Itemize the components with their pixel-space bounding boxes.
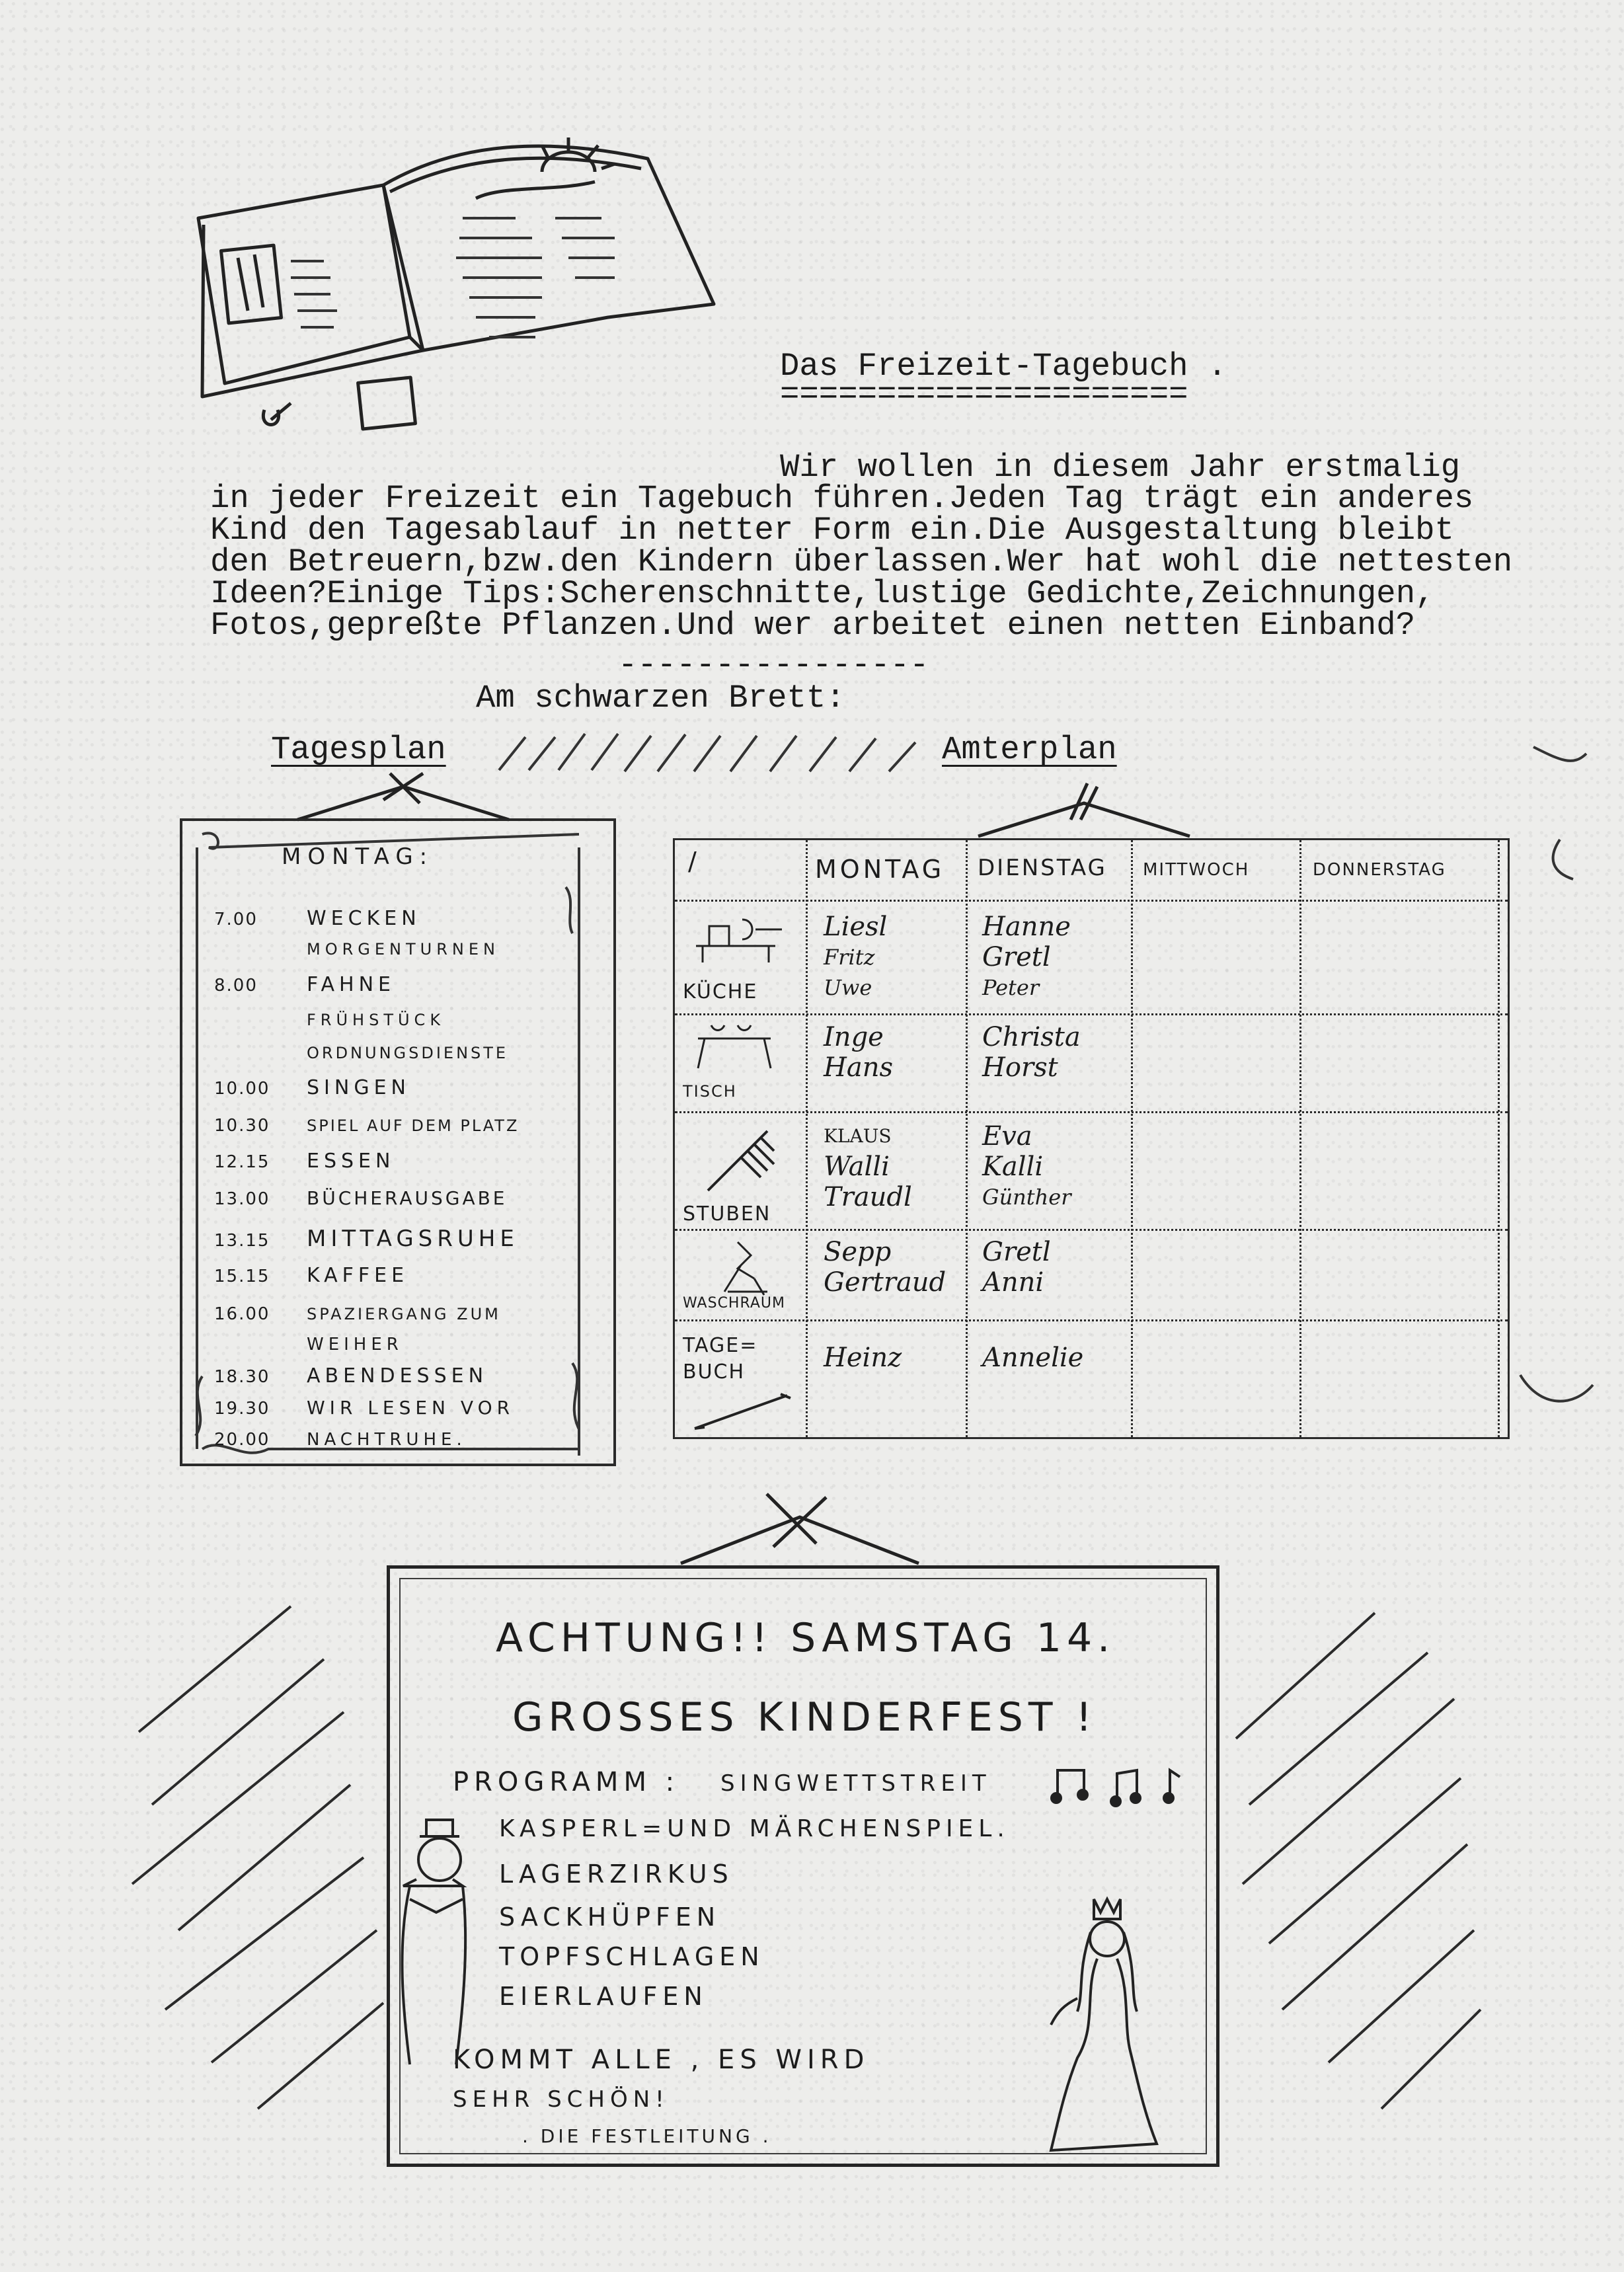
tagesplan-board [180,818,616,1466]
schedule-time: 18.30 [214,1367,270,1387]
schedule-row [214,1264,408,1287]
paragraph-line: den Betreuern,bzw.den Kindern überlassen.Wer hat wohl die nettesten [210,543,1513,580]
amterplan-hanger [972,780,1196,840]
program-item: EIERLAUFEN [499,1982,708,2011]
schedule-row [214,1427,467,1450]
schedule-row [214,1302,501,1325]
schedule-time: 13.00 [214,1189,270,1209]
fest-hanger [674,1491,925,1567]
name-entry: Eva [982,1121,1032,1152]
schedule-activity: SPAZIERGANG ZUM [307,1305,501,1323]
schedule-row [214,973,395,996]
duty-label: TISCH [683,1082,737,1101]
schedule-activity: SINGEN [307,1076,410,1099]
name-entry: Günther [982,1185,1071,1210]
tuesday-table-cell [982,1022,1081,1083]
schedule-row [214,1364,488,1388]
music-notes-icon [1044,1764,1190,1810]
schedule-activity: ABENDESSEN [307,1364,488,1388]
program-item: SACKHÜPFEN [499,1902,721,1932]
schedule-activity: MORGENTURNEN [307,940,500,959]
closing-line: SEHR SCHÖN! [453,2086,670,2113]
schedule-time: 12.15 [214,1152,270,1172]
name-entry: Uwe [824,975,872,1000]
tuesday-diary-cell [982,1343,1083,1373]
schedule-activity: SPIEL AUF DEM PLATZ [307,1116,520,1135]
separator-line: ---------------- [618,646,929,684]
name-entry: Christa [982,1022,1081,1052]
schedule-row [214,1076,410,1099]
schedule-time: 16.00 [214,1304,270,1324]
program-label: PROGRAMM : [453,1767,680,1797]
monday-washroom-cell [824,1237,946,1298]
fest-signature: . DIE FESTLEITUNG . [522,2125,772,2147]
hatch-decoration [492,724,929,777]
tagesplan-hanger [291,767,516,826]
amterplan-corner: / [688,847,700,876]
paragraph-line: Fotos,gepreßte Pflanzen.Und wer arbeitet einen netten Einband? [210,607,1416,644]
schedule-activity: FRÜHSTÜCK [307,1011,445,1029]
program-item: LAGERZIRKUS [499,1860,734,1889]
name-entry: Gretl [982,942,1051,972]
duty-label: STUBEN [683,1202,771,1226]
name-entry: Liesl [824,912,888,942]
hatch-lines-left [126,1586,390,2115]
schedule-time: 13.15 [214,1231,270,1251]
schedule-row [214,937,500,960]
tuesday-kitchen-cell [982,912,1071,1003]
name-entry: Peter [982,975,1040,1000]
schedule-activity: BÜCHERAUSGABE [307,1187,508,1209]
diary-title: Das Freizeit-Tagebuch . [780,348,1227,385]
tagesplan-day: MONTAG: [282,843,434,870]
schedule-row [214,1150,395,1173]
diary-book-illustration [185,119,727,502]
name-entry: Hans [824,1052,894,1083]
schedule-row [214,1040,508,1064]
schedule-activity: FAHNE [307,973,395,996]
schedule-activity: MITTAGSRUHE [307,1226,519,1252]
washroom-icon [698,1235,791,1298]
punch-hole-marks [1514,740,1606,1468]
paragraph-first-line: Wir wollen in diesem Jahr erstmalig [780,449,1461,486]
name-entry: Inge [824,1022,884,1052]
amterplan-label: Amterplan [942,731,1117,768]
name-entry: Anni [982,1267,1044,1298]
schedule-time: 15.15 [214,1267,270,1286]
program-item: TOPFSCHLAGEN [499,1942,765,1971]
name-entry: Gretl [982,1237,1051,1267]
kinderfest-board [387,1565,1219,2167]
monday-diary-cell [824,1343,902,1373]
tagesplan-label: Tagesplan [271,731,446,768]
day-header: MONTAG [815,855,945,884]
program-item: SINGWETTSTREIT [720,1770,991,1797]
name-entry: Heinz [824,1343,902,1373]
duty-label: KÜCHE [683,980,758,1003]
name-entry: Fritz [824,945,875,970]
monday-rooms-cell [824,1121,912,1212]
schedule-time: 20.00 [214,1430,270,1450]
day-header: DONNERSTAG [1313,860,1446,880]
diary-paragraph [210,480,1611,644]
schedule-row [214,1226,519,1252]
fest-subheadline: GROSSES KINDERFEST ! [512,1694,1097,1741]
princess-figure-illustration [1038,1893,1196,2157]
fest-headline: ACHTUNG!! SAMSTAG 14. [496,1615,1116,1661]
diary-title-rule: ===================== [780,376,1188,413]
name-entry: Hanne [982,912,1071,942]
paragraph-line: Kind den Tagesablauf in netter Form ein.Die Ausgestaltung bleibt [210,512,1454,549]
schedule-row [214,1007,445,1031]
name-entry: KLAUS [824,1125,892,1147]
schedule-activity: WECKEN [307,907,421,930]
schedule-time: 7.00 [214,910,258,929]
duty-label: TAGE= BUCH [683,1334,758,1384]
schedule-activity: KAFFEE [307,1264,409,1287]
name-entry: Kalli [982,1152,1044,1182]
program-item: KASPERL=UND MÄRCHENSPIEL. [499,1815,1010,1842]
broom-icon [695,1118,794,1197]
tuesday-rooms-cell [982,1121,1071,1212]
schedule-time: 10.00 [214,1079,270,1099]
tuesday-washroom-cell [982,1237,1051,1298]
schedule-row [214,907,421,930]
name-entry: Sepp [824,1237,892,1267]
day-header: DIENSTAG [978,855,1107,881]
name-entry: Gertraud [824,1267,947,1298]
schedule-activity: WEIHER [307,1335,403,1354]
schedule-time: 8.00 [214,976,258,996]
schedule-time: 10.30 [214,1116,270,1136]
duty-label: WASCHRAUM [683,1295,785,1312]
name-entry: Annelie [982,1343,1084,1373]
hatch-lines-right [1229,1586,1494,2115]
schedule-row [214,1332,403,1355]
amterplan-table [673,838,1510,1439]
name-entry: Walli [824,1152,890,1182]
schedule-activity: NACHTRUHE. [307,1430,467,1450]
table-icon [685,1019,797,1072]
clown-figure-illustration [390,1813,489,2078]
schedule-row [214,1396,514,1419]
schedule-activity: WIR LESEN VOR [307,1397,515,1419]
monday-kitchen-cell [824,912,887,1003]
kitchen-icon [683,906,802,966]
paragraph-line: in jeder Freizeit ein Tagebuch führen.Jeden Tag trägt ein anderes [210,480,1474,517]
schedule-activity: ORDNUNGSDIENSTE [307,1044,509,1062]
day-header: MITTWOCH [1143,860,1250,880]
schedule-row [214,1187,508,1210]
name-entry: Traudl [824,1182,912,1212]
schedule-time: 19.30 [214,1399,270,1419]
pen-icon [688,1389,800,1435]
closing-line: KOMMT ALLE , ES WIRD [453,2045,870,2075]
name-entry: Horst [982,1052,1058,1083]
schedule-row [214,1113,519,1136]
board-heading: Am schwarzen Brett: [476,680,845,717]
schedule-activity: ESSEN [307,1150,395,1173]
monday-table-cell [824,1022,893,1083]
paragraph-line: Ideen?Einige Tips:Scherenschnitte,lustige Gedichte,Zeichnungen, [210,575,1435,612]
